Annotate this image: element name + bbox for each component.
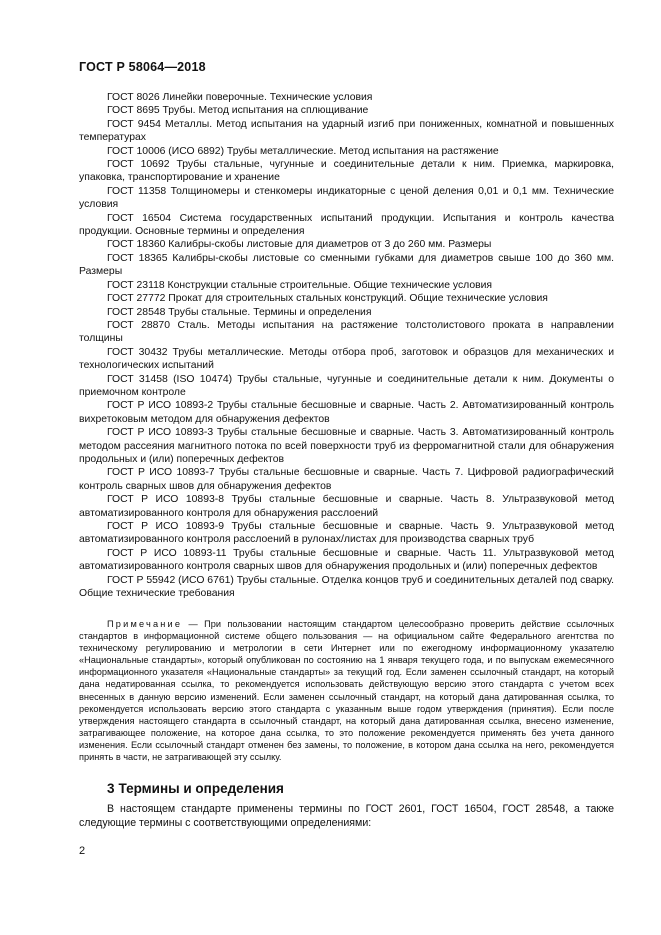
- note-paragraph: [79, 618, 614, 763]
- reference-item: ГОСТ 30432 Трубы металлические. Методы отбора проб, заготовок и образцов для механических и технологических испытаний: [79, 346, 614, 372]
- reference-item: ГОСТ 8695 Трубы. Метод испытания на сплющивание: [107, 105, 369, 117]
- normative-references-list: [79, 91, 614, 600]
- section-heading: [107, 781, 288, 796]
- reference-item: ГОСТ 23118 Конструкции стальные строительные. Общие технические условия: [107, 279, 493, 291]
- reference-item: ГОСТ Р ИСО 10893-9 Трубы стальные бесшовные и сварные. Часть 9. Ультразвуковой метод автоматизированного контроля расслоений в рулонах/листах для производства сварных труб: [79, 521, 614, 546]
- reference-item: ГОСТ 18365 Калибры-скобы листовые со сменными губками для диаметров свыше 100 до 360 мм. Размеры: [79, 252, 614, 278]
- section-title: Термины и определения: [118, 781, 284, 796]
- note-text: При пользовании настоящим стандартом целесообразно проверить действие ссылочных стандартов в информационной системе общего пользования — на официальном сайте Федерального агентства по техническому регулированию и метрологии в сети Интернет или по ежегодному информационному указателю «Национальные стандарты», который опубликован по состоянию на 1 января текущего года, и по выпускам ежемесячного информационного указателя «Национальные стандарты» за текущий год. Если заменен ссылочный стандарт, на который дана недатированная ссылка, то рекомендуется использовать действующую версию этого стандарта с учетом всех внесенных в данную версию изменений. Если заменен ссылочный стандарт, на который дана датированная ссылка, то рекомендуется использовать версию этого стандарта с указанным выше годом утверждения (принятия). Если после утверждения настоящего стандарта в ссылочный стандарт, на который дана датированная ссылка, внесено изменение, затрагивающее положение, на которое дана ссылка, то это положение рекомендуется применять без учета данного изменения. Если ссылочный стандарт отменен без замены, то положение, в котором дана ссылка на него, рекомендуется принять в части, не затрагивающей эту ссылку.: [79, 619, 614, 763]
- reference-item: ГОСТ 10692 Трубы стальные, чугунные и соединительные детали к ним. Приемка, маркировка, упаковка, транспортирование и хранение: [79, 159, 614, 184]
- reference-item: ГОСТ Р ИСО 10893-2 Трубы стальные бесшовные и сварные. Часть 2. Автоматизированный контроль вихретоковым методом для обнаружения дефектов: [79, 400, 614, 425]
- reference-item: ГОСТ Р ИСО 10893-11 Трубы стальные бесшовные и сварные. Часть 11. Ультразвуковой метод автоматизированного контроля сварных швов для обнаружения продольных и (или) поперечных дефектов: [79, 547, 614, 573]
- reference-item: ГОСТ Р 55942 (ИСО 6761) Трубы стальные. Отделка концов труб и соединительных деталей под сварку. Общие технические требования: [79, 574, 614, 600]
- reference-item: ГОСТ Р ИСО 10893-7 Трубы стальные бесшовные и сварные. Часть 7. Цифровой радиографический контроль сварных швов для обнаружения дефектов: [79, 467, 614, 492]
- reference-item: ГОСТ 27772 Прокат для строительных стальных конструкций. Общие технические условия: [107, 293, 548, 305]
- note-label: Примечание: [107, 619, 183, 629]
- reference-item: ГОСТ 9454 Металлы. Метод испытания на ударный изгиб при пониженных, комнатной и повышенных температурах: [79, 118, 614, 144]
- section-number: 3: [107, 781, 115, 796]
- reference-item: ГОСТ 11358 Толщиномеры и стенкомеры индикаторные с ценой деления 0,01 и 0,1 мм. Технические условия: [79, 185, 614, 211]
- reference-item: ГОСТ 18360 Калибры-скобы листовые для диаметров от 3 до 260 мм. Размеры: [107, 239, 492, 251]
- reference-item: ГОСТ 31458 (ISO 10474) Трубы стальные, чугунные и соединительные детали к ним. Документы о приемочном контроле: [79, 373, 614, 398]
- page-number: 2: [79, 845, 86, 857]
- reference-item: ГОСТ Р ИСО 10893-3 Трубы стальные бесшовные и сварные. Часть 3. Автоматизированный контроль методом рассеяния магнитного потока по всей поверхности труб из ферромагнитной стали для обнаружения продольных и (или) поперечных дефектов: [79, 427, 614, 465]
- document-header: ГОСТ Р 58064—2018: [79, 60, 206, 74]
- reference-item: ГОСТ 28870 Сталь. Методы испытания на растяжение толстолистового проката в направлении толщины: [79, 319, 614, 345]
- reference-item: ГОСТ 10006 (ИСО 6892) Трубы металлические. Метод испытания на растяжение: [107, 145, 499, 157]
- reference-item: ГОСТ Р ИСО 10893-8 Трубы стальные бесшовные и сварные. Часть 8. Ультразвуковой метод автоматизированного контроля для обнаружения расслоений: [79, 494, 614, 519]
- reference-item: ГОСТ 28548 Трубы стальные. Термины и определения: [107, 306, 372, 318]
- reference-item: ГОСТ 16504 Система государственных испытаний продукции. Испытания и контроль качества продукции. Основные термины и определения: [79, 212, 614, 238]
- reference-item: ГОСТ 8026 Линейки поверочные. Технические условия: [107, 92, 373, 103]
- section-paragraph: В настоящем стандарте применены термины по ГОСТ 2601, ГОСТ 16504, ГОСТ 28548, а также следующие термины с соответствующими определениями:: [79, 803, 614, 829]
- note-dash: —: [182, 619, 205, 629]
